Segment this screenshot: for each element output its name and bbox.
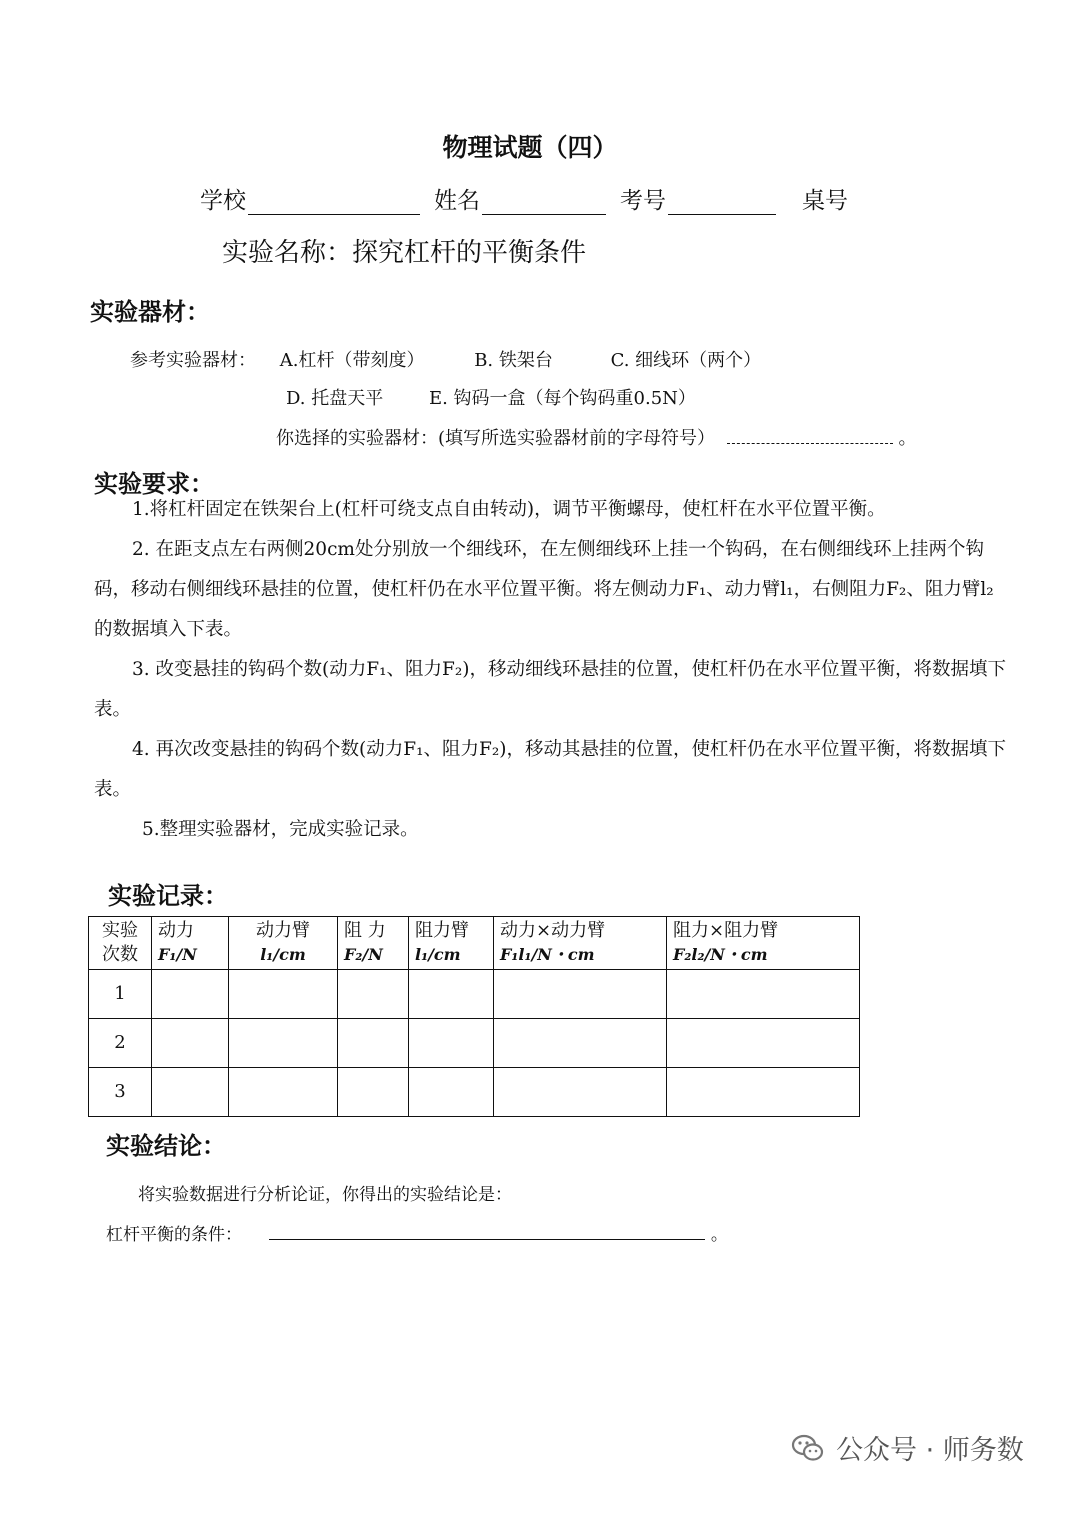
table-cell[interactable] — [409, 1068, 494, 1117]
requirements-heading: 实验要求： — [94, 470, 214, 498]
table-row — [89, 1068, 860, 1117]
watermark-text: 公众号 · 师务数 — [836, 1435, 1024, 1466]
materials-line-2 — [286, 384, 696, 410]
col-load-product: 阻力×阻力臂 F₂l₂/N・cm — [667, 917, 860, 970]
materials-answer-field[interactable] — [727, 427, 893, 444]
conclusion-condition-line — [106, 1220, 728, 1245]
table-cell[interactable] — [667, 970, 860, 1019]
table-cell[interactable] — [229, 970, 338, 1019]
table-cell[interactable] — [229, 1019, 338, 1068]
student-info-row — [200, 182, 850, 215]
experiment-name: 实验名称：探究杠杆的平衡条件 — [222, 238, 587, 268]
trial-number: 2 — [89, 1019, 152, 1068]
requirement-step-3: 3. 改变悬挂的钩码个数(动力F₁、阻力F₂)，移动细线环悬挂的位置，使杠杆仍在水平位置平衡，将数据填下表。 — [94, 659, 1006, 720]
material-d: D. 托盘天平 — [286, 388, 384, 409]
exam-no-field[interactable] — [668, 192, 776, 215]
requirement-step-2: 2. 在距支点左右两侧20cm处分别放一个细线环，在左侧细线环上挂一个钩码，在右侧细线环上挂两个钩码，移动右侧细线环悬挂的位置，使杠杆仍在水平位置平衡。将左侧动力F₁、动力臂l₁，右侧阻力F₂、阻力臂l₂的数据填入下表。 — [94, 539, 994, 640]
record-header-row — [89, 917, 860, 970]
table-cell[interactable] — [338, 1019, 409, 1068]
school-label: 学校 — [200, 188, 246, 214]
condition-answer-field[interactable] — [269, 1225, 705, 1240]
col-load: 阻 力 F₂/N — [338, 917, 409, 970]
col-effort: 动力 F₁/N — [152, 917, 229, 970]
materials-choice-line — [276, 424, 917, 450]
exam-no-label: 考号 — [620, 188, 666, 214]
material-c: C. 细线环（两个） — [610, 350, 762, 371]
col-effort-arm: 动力臂 l₁/cm — [229, 917, 338, 970]
table-cell[interactable] — [338, 1068, 409, 1117]
page-title: 物理试题（四） — [442, 133, 618, 162]
table-cell[interactable] — [494, 1068, 667, 1117]
trial-number: 3 — [89, 1068, 152, 1117]
record-table — [88, 916, 860, 1117]
record-heading: 实验记录： — [108, 882, 228, 910]
material-a: A.杠杆（带刻度） — [279, 350, 425, 371]
table-cell[interactable] — [152, 1068, 229, 1117]
table-cell[interactable] — [494, 970, 667, 1019]
conclusion-heading: 实验结论： — [106, 1132, 226, 1160]
name-label: 姓名 — [434, 188, 480, 214]
table-row — [89, 970, 860, 1019]
desk-no-label: 桌号 — [802, 188, 848, 214]
requirement-step-1: 1.将杠杆固定在铁架台上(杠杆可绕支点自由转动)，调节平衡螺母，使杠杆在水平位置平衡。 — [132, 499, 886, 520]
col-effort-product: 动力×动力臂 F₁l₁/N・cm — [494, 917, 667, 970]
table-cell[interactable] — [667, 1019, 860, 1068]
trial-number: 1 — [89, 970, 152, 1019]
wechat-icon — [790, 1430, 826, 1466]
table-cell[interactable] — [338, 970, 409, 1019]
condition-label: 杠杆平衡的条件： — [106, 1225, 242, 1245]
conclusion-prompt: 将实验数据进行分析论证，你得出的实验结论是： — [138, 1185, 512, 1205]
material-b: B. 铁架台 — [474, 350, 553, 371]
requirement-step-5: 5.整理实验器材，完成实验记录。 — [142, 819, 419, 840]
table-cell[interactable] — [409, 1019, 494, 1068]
school-field[interactable] — [248, 192, 420, 215]
watermark — [790, 1428, 1024, 1467]
materials-line-1 — [130, 346, 761, 372]
table-row — [89, 1019, 860, 1068]
table-cell[interactable] — [229, 1068, 338, 1117]
table-cell[interactable] — [152, 1019, 229, 1068]
materials-ref-label: 参考实验器材： — [130, 350, 256, 371]
name-field[interactable] — [482, 192, 606, 215]
col-trial: 实验 次数 — [89, 917, 152, 970]
material-e: E. 钩码一盒（每个钩码重0.5N） — [428, 388, 696, 409]
materials-heading: 实验器材： — [90, 298, 210, 326]
materials-end-mark: 。 — [898, 428, 917, 449]
table-cell[interactable] — [409, 970, 494, 1019]
table-cell[interactable] — [667, 1068, 860, 1117]
col-load-arm: 阻力臂 l₁/cm — [409, 917, 494, 970]
table-cell[interactable] — [152, 970, 229, 1019]
requirement-step-4: 4. 再次改变悬挂的钩码个数(动力F₁、阻力F₂)，移动其悬挂的位置，使杠杆仍在水平位置平衡，将数据填下表。 — [94, 739, 1006, 800]
conclusion-end-mark: 。 — [710, 1225, 728, 1245]
table-cell[interactable] — [494, 1019, 667, 1068]
materials-choose-prompt: 你选择的实验器材：(填写所选实验器材前的字母符号） — [276, 428, 716, 449]
requirements-body — [94, 490, 1006, 850]
